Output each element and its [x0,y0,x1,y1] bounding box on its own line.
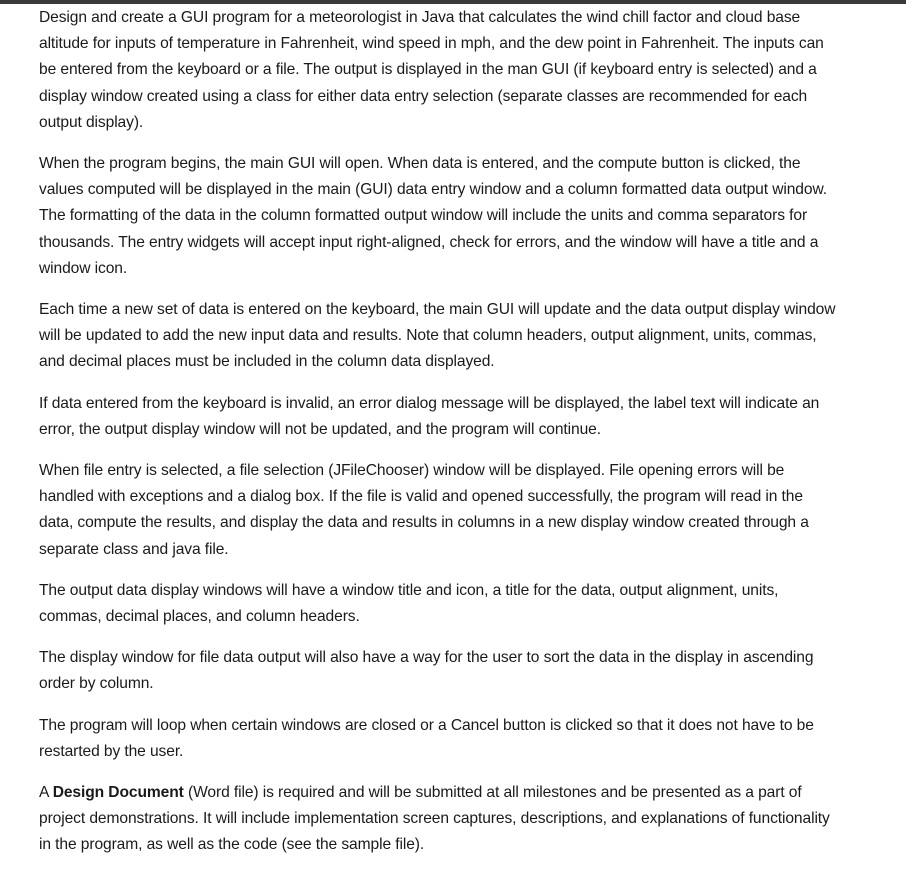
top-border [0,0,906,4]
paragraph-sort-data: The display window for file data output will also have a way for the user to sort the data in the display in ascending order by column. [39,649,814,693]
paragraph-invalid-data: If data entered from the keyboard is invalid, an error dialog message will be displayed, the label text will indicate an error, the output display window will not be updated, and the program will continue. [39,394,820,438]
paragraph-program-start: When the program begins, the main GUI will open. When data is entered, and the compute button is clicked, the values computed will be displayed in the main (GUI) data entry window and a column formatted data output window. The formatting of the data in the column formatted output window will include the units and comma separators for thousands. The entry widgets will accept input right-aligned, check for errors, and the window will have a title and a window icon. [39,155,827,277]
paragraph-keyboard-update: Each time a new set of data is entered on the keyboard, the main GUI will update and the data output display window will be updated to add the new input data and results. Note that column headers, output alignment, units, commas, and decimal places must be included in the column data displayed. [39,301,836,371]
design-doc-suffix: (Word file) is required and will be submitted at all milestones and be presented as a part of project demonstrations. It will include implementation screen captures, descriptions, and explanations of functionality in the program, as well as the code (see the sample file). [39,784,830,854]
design-doc-prefix: A [39,784,53,802]
paragraph-design-document [39,780,839,859]
paragraph-project-description: Design and create a GUI program for a meteorologist in Java that calculates the wind chill factor and cloud base altitude for inputs of temperature in Fahrenheit, wind speed in mph, and the dew point in Fahrenheit. The inputs can be entered from the keyboard or a file. The output is displayed in the man GUI (if keyboard entry is selected) and a display window created using a class for either data entry selection (separate classes are recommended for each output display). [39,9,824,131]
document-body [39,5,839,874]
paragraph-output-windows: The output data display windows will have a window title and icon, a title for the data, output alignment, units, commas, decimal places, and column headers. [39,581,779,626]
paragraph-file-entry: When file entry is selected, a file selection (JFileChooser) window will be displayed. File opening errors will be handled with exceptions and a dialog box. If the file is valid and opened successfully, the program will read in the data, compute the results, and display the data and results in columns in a new display window created through a separate class and java file. [39,462,809,558]
design-doc-bold-term: Design Document [52,784,184,802]
paragraph-program-loop: The program will loop when certain windows are closed or a Cancel button is clicked so that it does not have to be restarted by the user. [39,716,814,760]
